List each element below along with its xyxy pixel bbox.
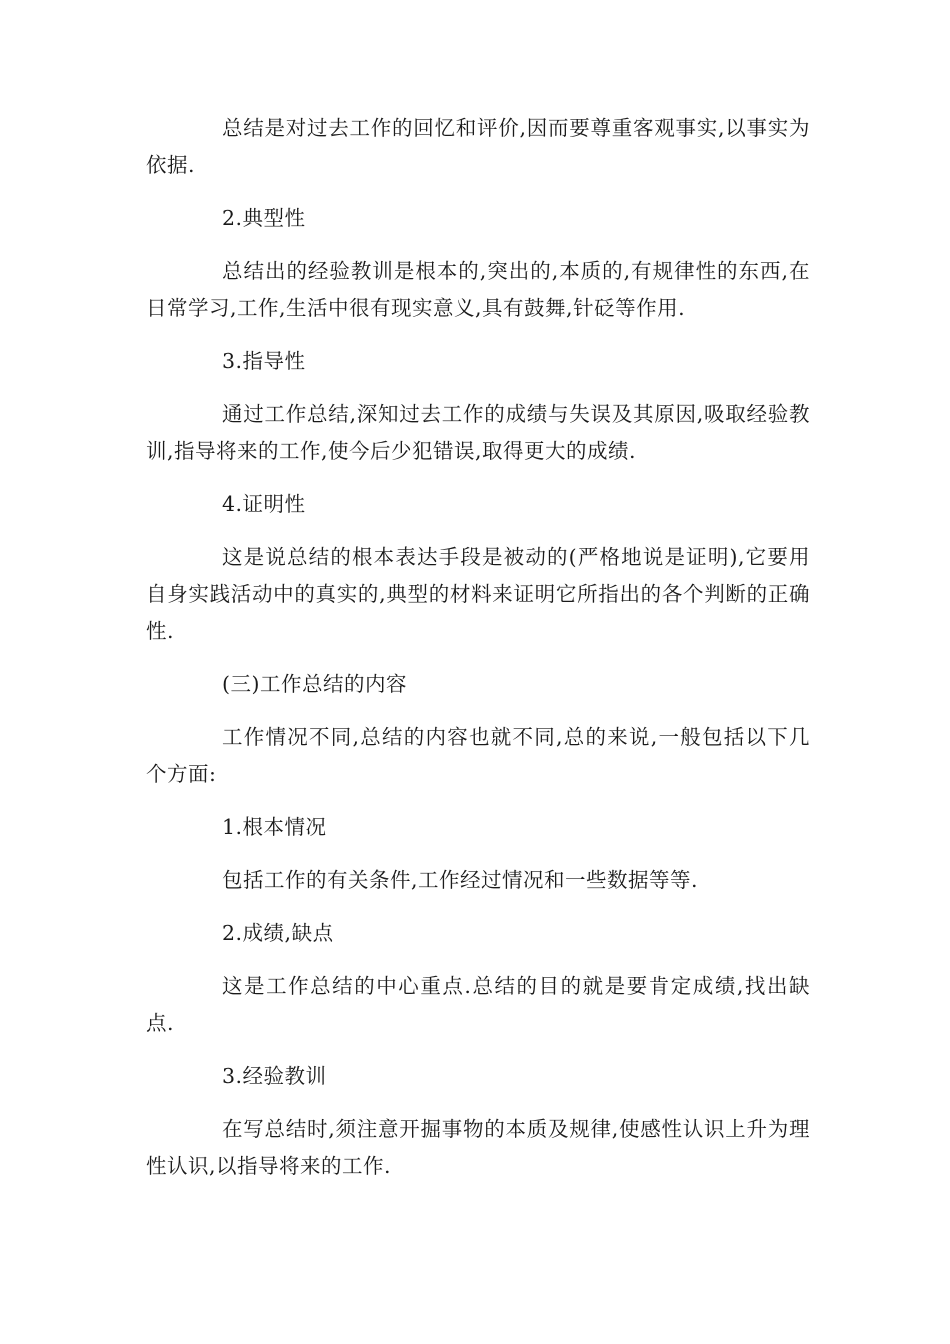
heading-basic-situation: 1.根本情况 [222,815,327,839]
heading-summary-content: (三)工作总结的内容 [222,672,407,696]
paragraph-lessons-text: 在写总结时,须注意开掘事物的本质及规律,使感性认识上升为理性认识,以指导将来的工作. [146,1117,810,1178]
heading-typicality: 2.典型性 [222,206,306,230]
paragraph-objectivity-text: 总结是对过去工作的回忆和评价,因而要尊重客观事实,以事实为依据. [146,116,810,177]
paragraph-basic-situation-text: 包括工作的有关条件,工作经过情况和一些数据等等. [222,868,699,892]
heading-guidance: 3.指导性 [222,349,306,373]
paragraph-proof-text: 这是说总结的根本表达手段是被动的(严格地说是证明),它要用自身实践活动中的真实的,典型的材料来证明它所指出的各个判断的正确性. [146,545,810,643]
document-body [146,110,810,1201]
paragraph-summary-content-text: 工作情况不同,总结的内容也就不同,总的来说,一般包括以下几个方面: [146,725,810,786]
paragraph-typicality-text: 总结出的经验教训是根本的,突出的,本质的,有规律性的东西,在日常学习,工作,生活中很有现实意义,具有鼓舞,针砭等作用. [146,259,810,320]
paragraph-guidance-text: 通过工作总结,深知过去工作的成绩与失误及其原因,吸取经验教训,指导将来的工作,使今后少犯错误,取得更大的成绩. [146,402,810,463]
heading-achievements-shortcomings: 2.成绩,缺点 [222,921,334,945]
heading-lessons: 3.经验教训 [222,1064,327,1088]
heading-proof: 4.证明性 [222,492,306,516]
paragraph-achievements-text: 这是工作总结的中心重点.总结的目的就是要肯定成绩,找出缺点. [146,974,810,1035]
